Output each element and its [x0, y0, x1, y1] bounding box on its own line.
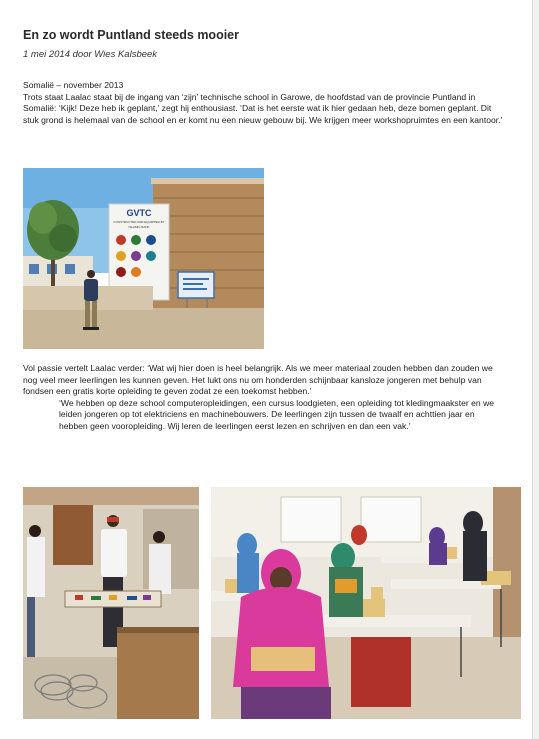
vertical-scrollbar[interactable]: [533, 0, 539, 739]
article-byline: 1 mei 2014 door Wies Kalsbeek: [23, 49, 158, 60]
sign-line-2: ISLAMIC BANK: [128, 225, 150, 229]
sewing-class-photo: [211, 487, 521, 719]
workshop-photo: [23, 487, 199, 719]
paragraph-3: ‘We hebben op deze school computeropleidingen, een cursus loodgieten, een opleiding tot kledingmaakster en we leiden jongeren op tot elektriciens en machinebouwers. De leerlingen zijn tussen de twaalf en achttien jaar en hebben geen vooropleiding. Wij leren de leerlingen eerst lezen en schrijven en dan een vak.’: [59, 397, 495, 431]
middle-section: [23, 363, 503, 433]
paragraph-1: Trots staat Laalac staat bij de ingang van ‘zijn’ technische school in Garowe, de hoofdstad van de provincie Puntland in Somalië: ‘Kijk! Deze heb ik geplant,’ zegt hij enthousiast. ‘Dat is het eerste wat ik hier gedaan heb, deze bomen geplant. Dit stuk grond is helemaal van de school en er komt nu een nieuw gebouw bij. We krijgen meer workshopruimtes en een kantoor.’: [23, 91, 503, 125]
sign-line-1: CONSTRUCTED AND EQUIPPED BY: [113, 220, 165, 224]
school-entrance-photo: [23, 168, 264, 349]
paragraph-2: Vol passie vertelt Laalac verder: ‘Wat wij hier doen is heel belangrijk. Als we meer materiaal zouden hebben dan zouden we nog veel meer leerlingen les kunnen geven. Het lukt ons nu om honderden schijnbaar kansloze jongeren met behulp van fondsen een gratis korte opleiding te geven zodat ze een toekomst hebben.’: [23, 363, 493, 397]
dateline: Somalië – november 2013: [23, 80, 124, 90]
intro-section: [23, 80, 503, 126]
sign-title: GVTC: [126, 208, 152, 218]
article-title: En zo wordt Puntland steeds mooier: [23, 28, 239, 42]
